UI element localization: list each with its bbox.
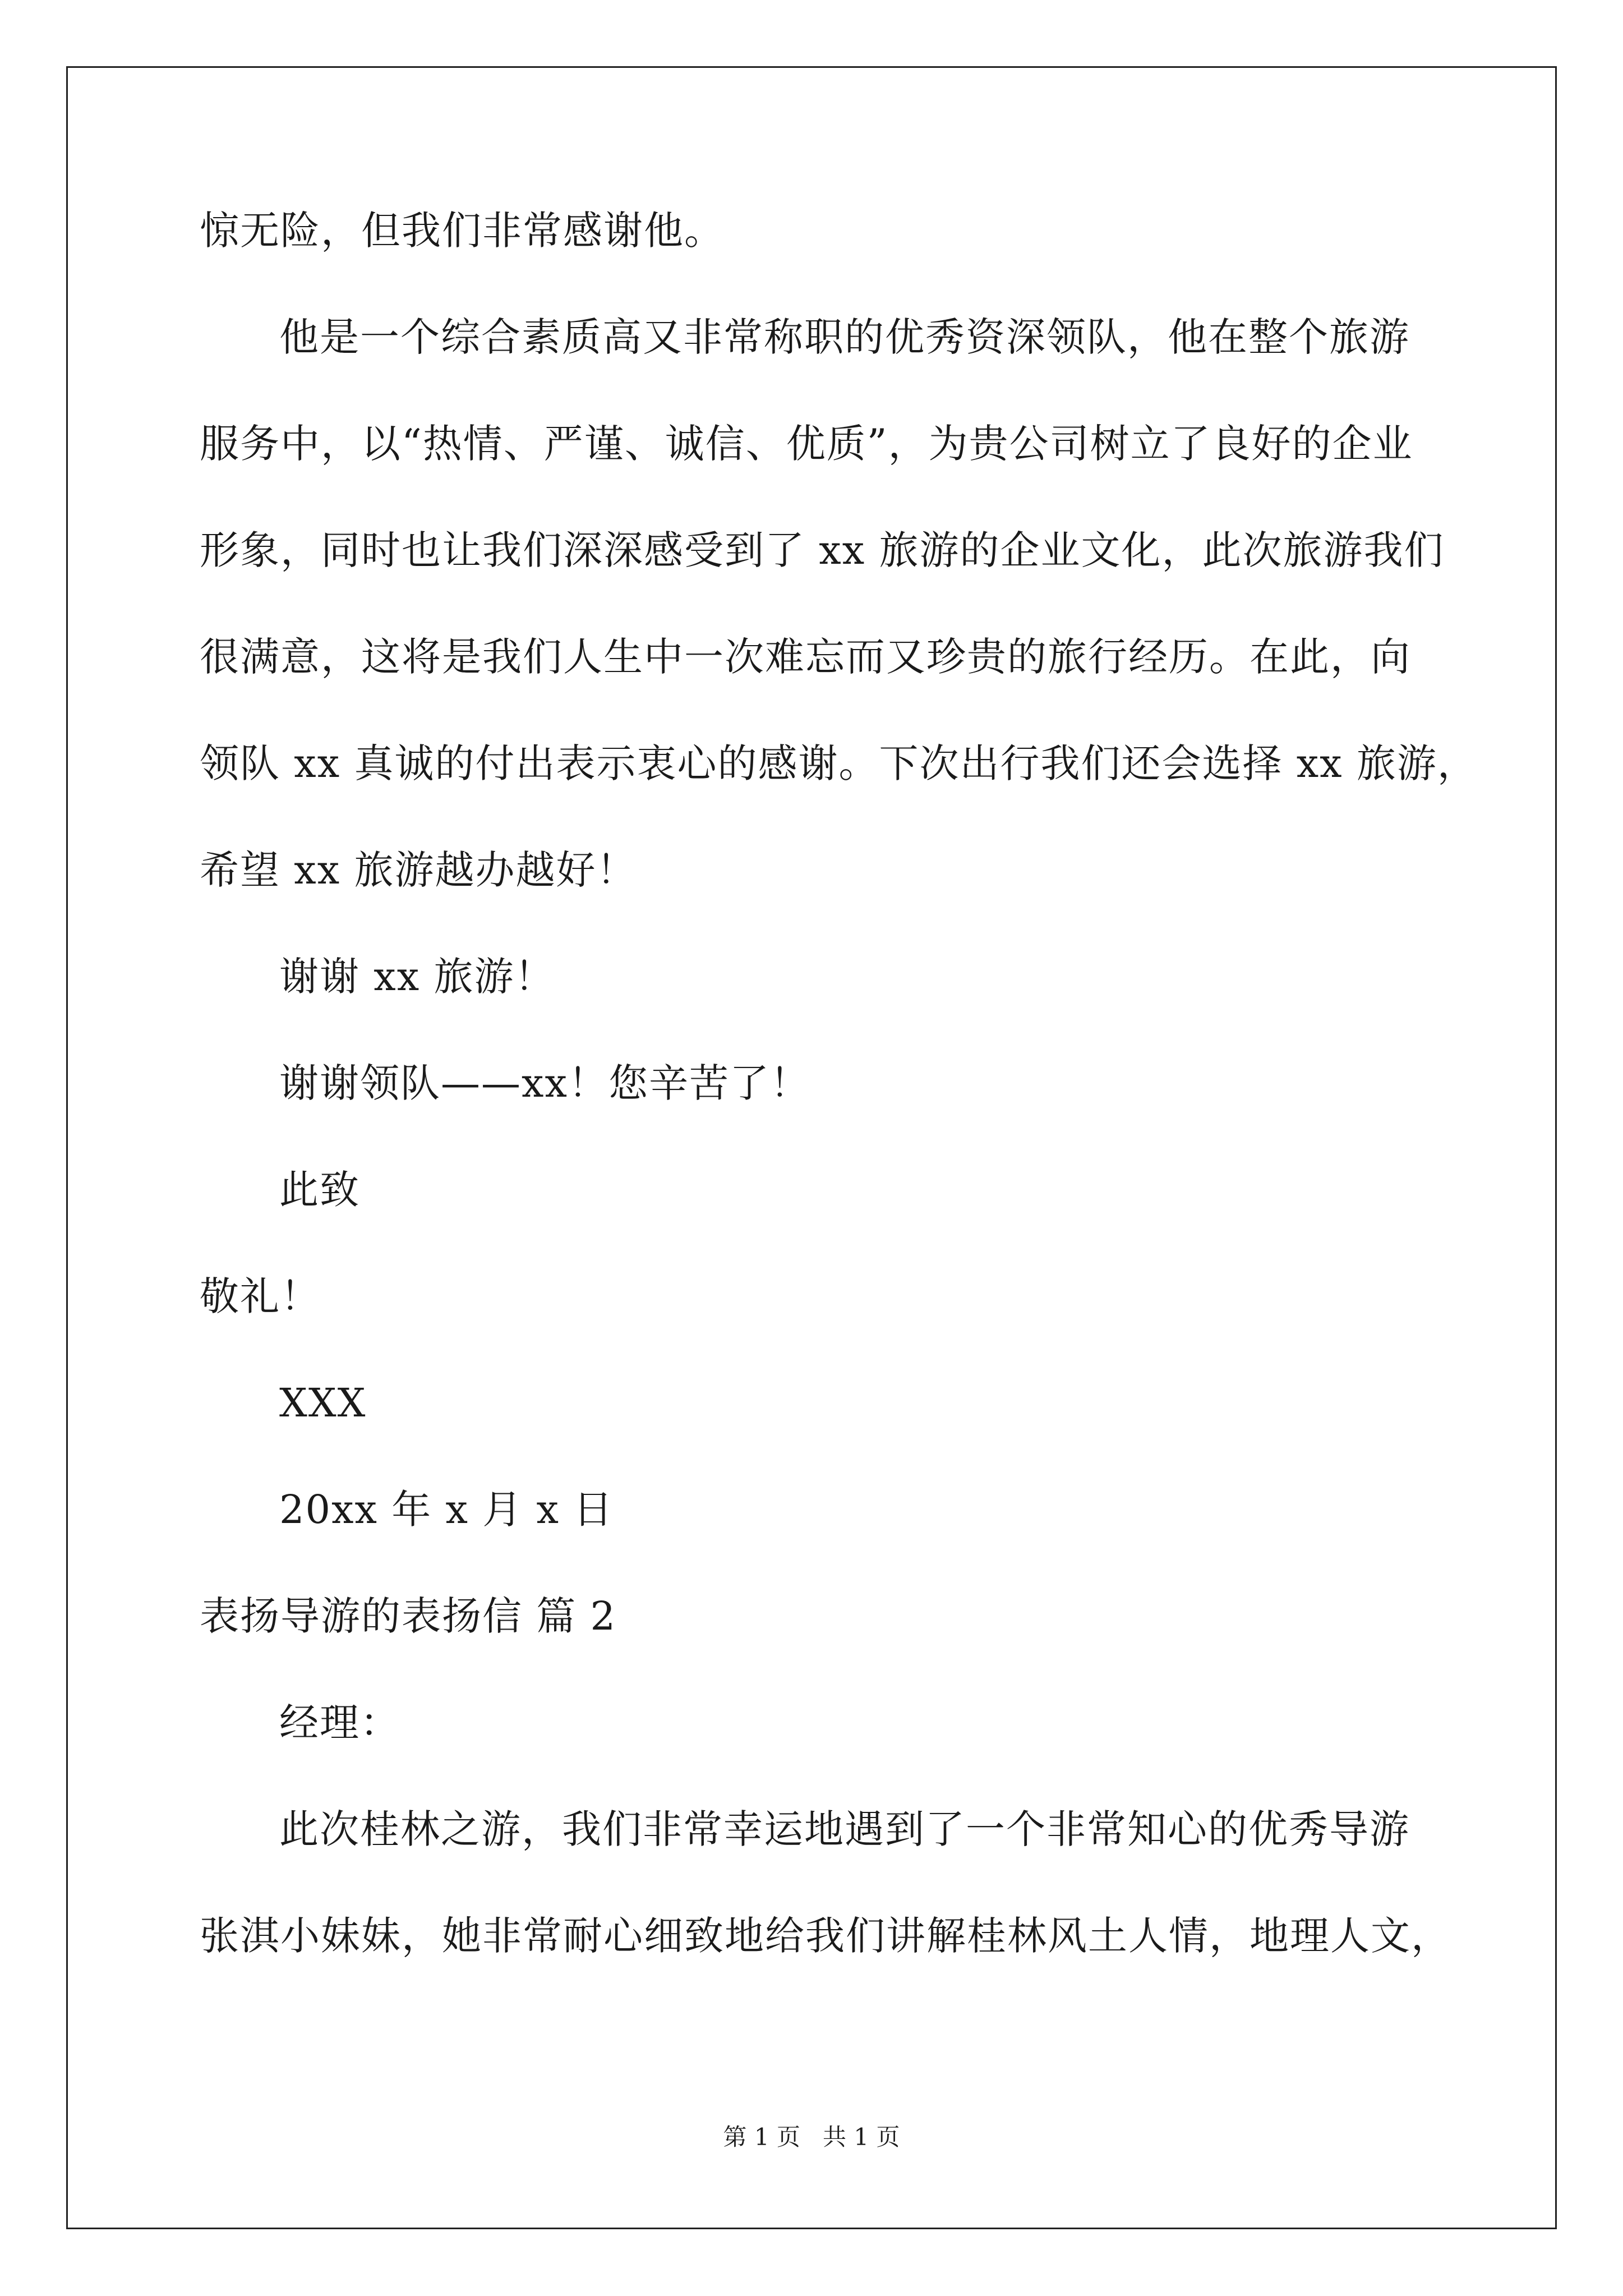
closing-phrase: 此致 <box>279 1167 360 1213</box>
date: 20xx 年 x 月 x 日 <box>279 1487 614 1533</box>
thanks-line: 谢谢领队——xx！您辛苦了！ <box>279 1060 810 1106</box>
section-heading: 表扬导游的表扬信 篇 2 <box>200 1593 617 1639</box>
paragraph-line: 很满意，这将是我们人生中一次难忘而又珍贵的旅行经历。在此，向 <box>200 634 1411 680</box>
paragraph-line: 领队 xx 真诚的付出表示衷心的感谢。下次出行我们还会选择 xx 旅游， <box>200 740 1478 786</box>
paragraph-line: 此次桂林之游，我们非常幸运地遇到了一个非常知心的优秀导游 <box>279 1806 1410 1852</box>
paragraph-line: 他是一个综合素质高又非常称职的优秀资深领队，他在整个旅游 <box>279 314 1410 360</box>
paragraph-line: 张淇小妹妹，她非常耐心细致地给我们讲解桂林风土人情，地理人文， <box>200 1913 1451 1959</box>
paragraph-line: 希望 xx 旅游越办越好！ <box>200 847 637 893</box>
page-border <box>66 66 1557 2229</box>
signature: XXX <box>279 1380 367 1426</box>
thanks-line: 谢谢 xx 旅游！ <box>279 954 555 1000</box>
paragraph-line: 服务中，以“热情、严谨、诚信、优质”，为贵公司树立了良好的企业 <box>200 421 1413 467</box>
addressee: 经理： <box>279 1700 400 1746</box>
page-footer: 第 1 页 共 1 页 <box>723 2123 900 2151</box>
salutation: 敬礼！ <box>200 1273 321 1319</box>
paragraph-line: 惊无险，但我们非常感谢他。 <box>200 208 725 254</box>
paragraph-line: 形象，同时也让我们深深感受到了 xx 旅游的企业文化，此次旅游我们 <box>200 527 1445 573</box>
